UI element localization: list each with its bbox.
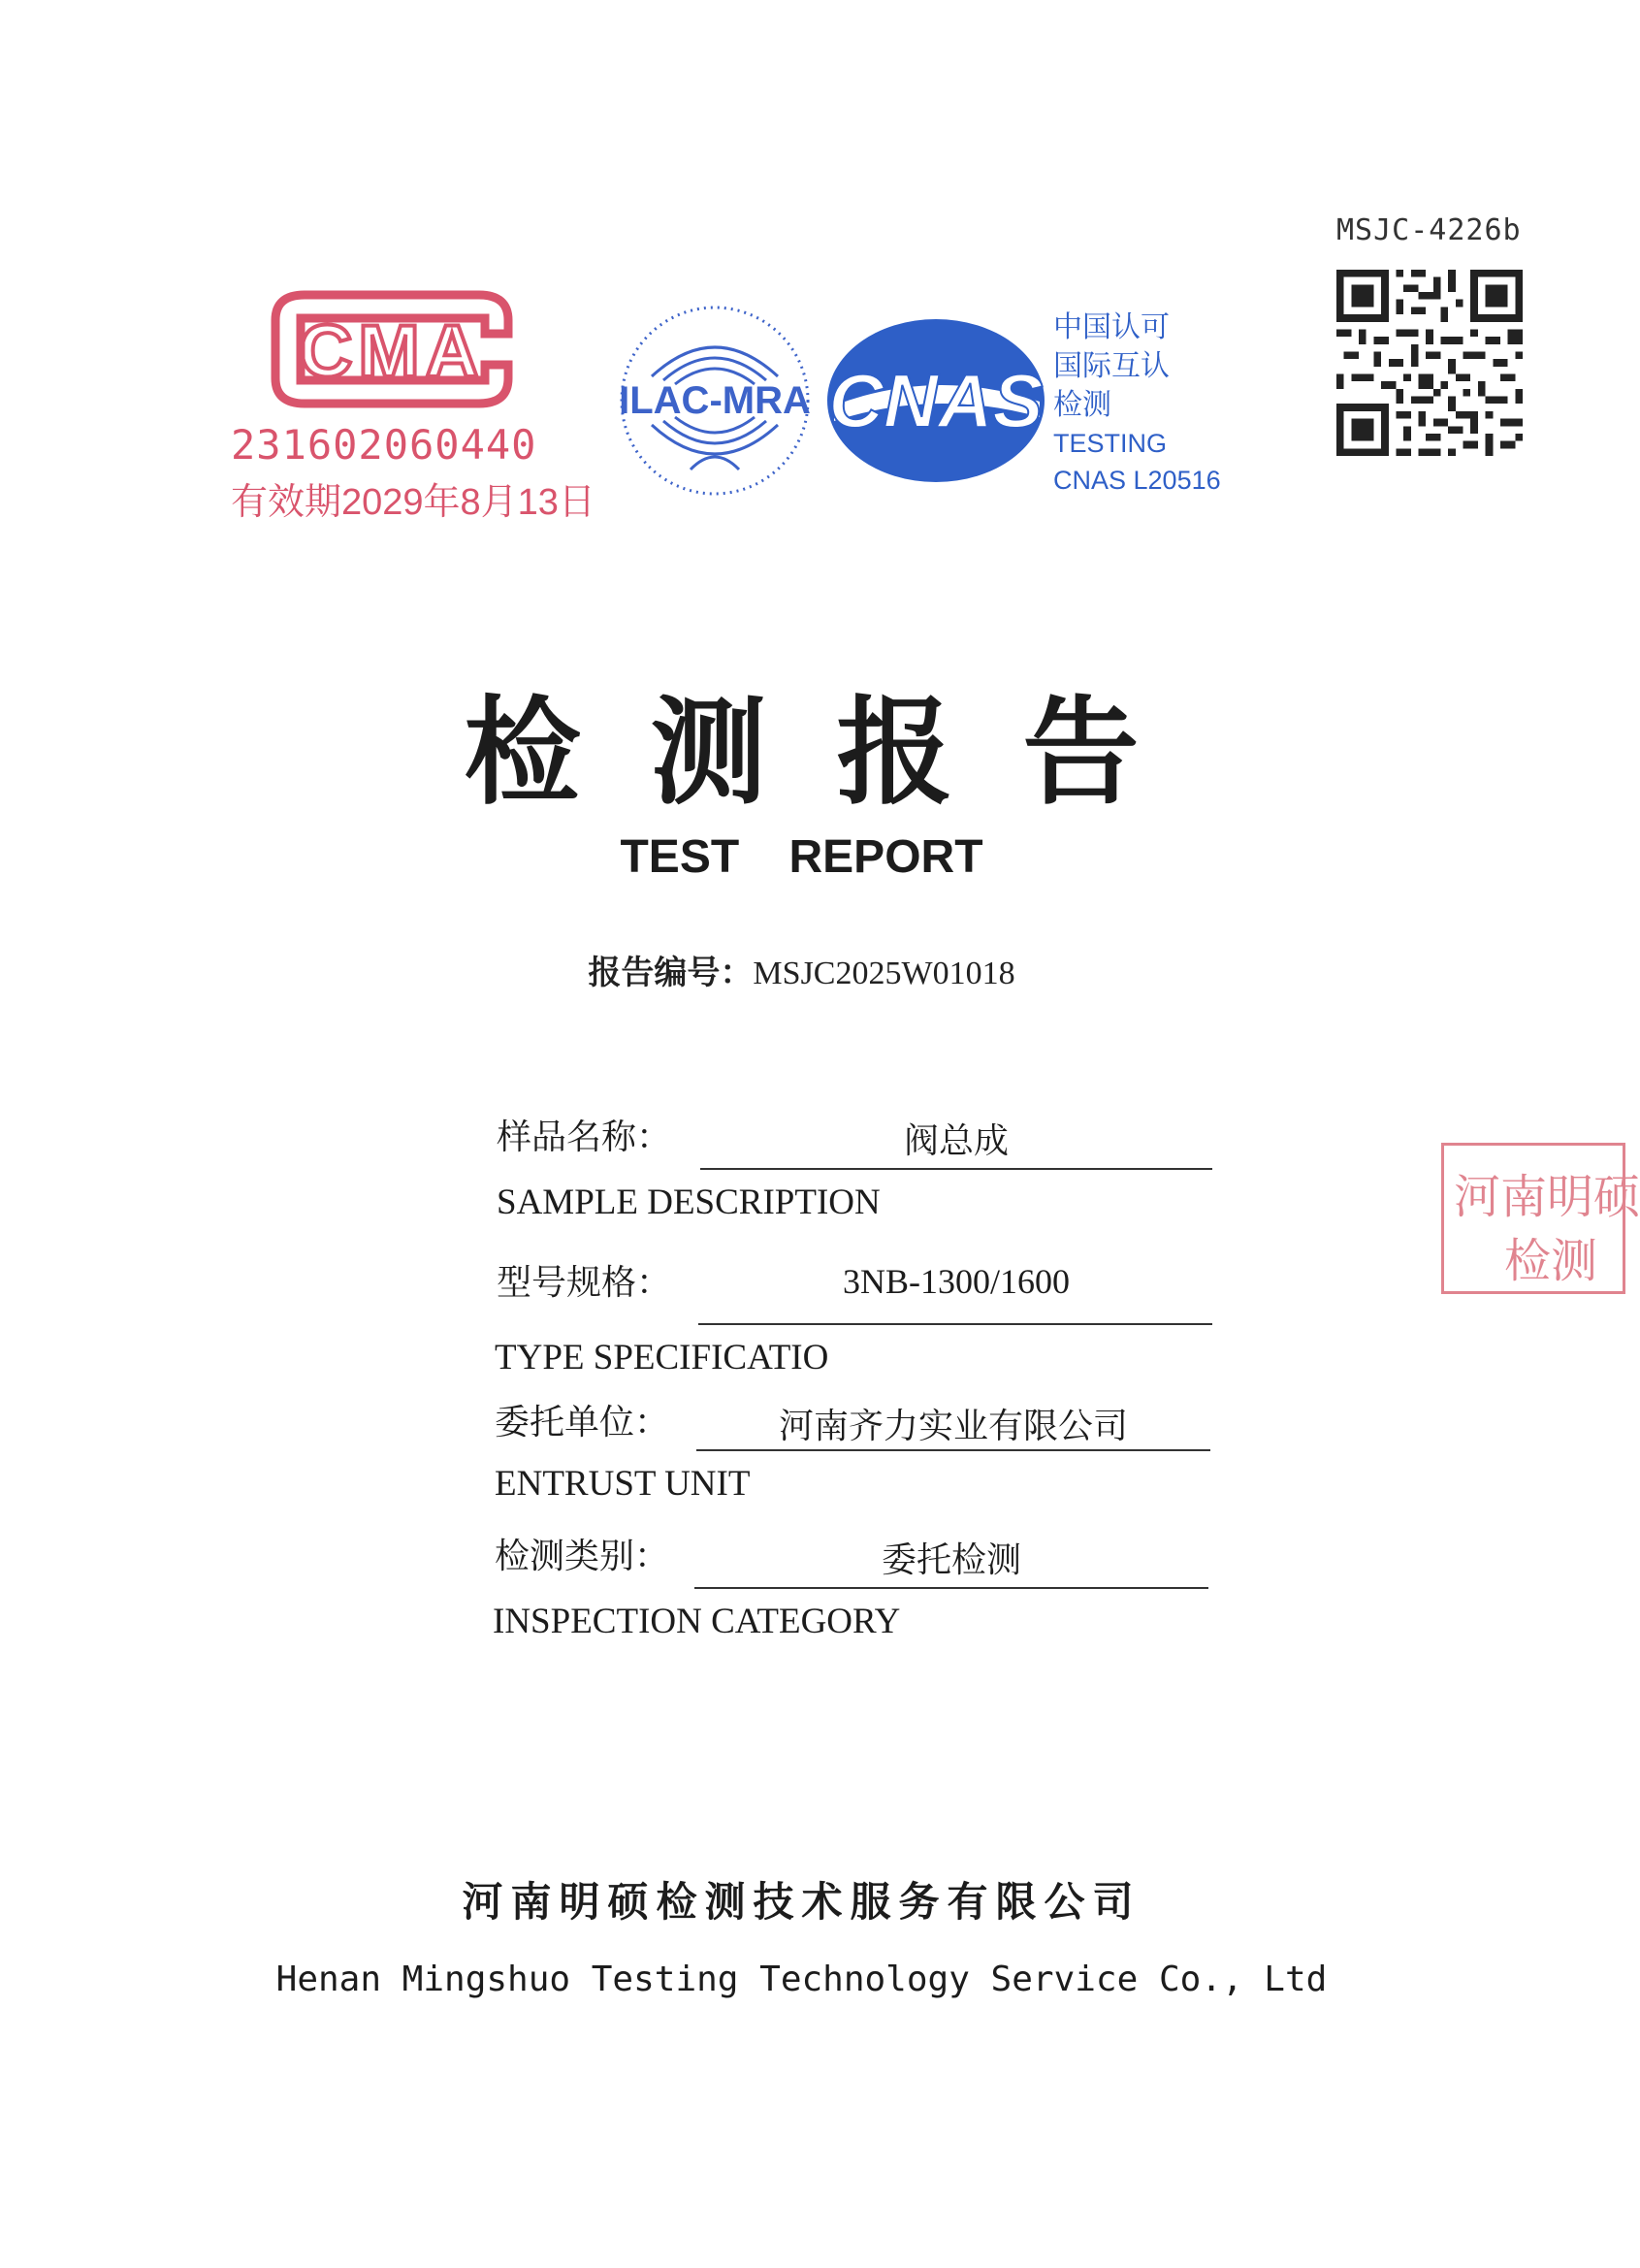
report-number	[0, 946, 1603, 993]
company-name-en: Henan Mingshuo Testing Technology Service Co., Ltd	[275, 1960, 1328, 1999]
svg-text:CMA: CMA	[299, 310, 485, 393]
company-name-cn: 河南明硕检测技术服务有限公司	[462, 1878, 1142, 1926]
inspection-category-en-label: INSPECTION CATEGORY	[493, 1602, 901, 1641]
type-spec-underline	[698, 1323, 1212, 1325]
report-number-label: 报告编号：	[588, 954, 754, 992]
report-title-cn: 检测报告	[464, 684, 1209, 821]
ilac-mra-logo	[613, 299, 817, 502]
stamp-line-1: 河南明硕	[1454, 1172, 1640, 1223]
stamp-line-2: 检测	[1504, 1236, 1598, 1287]
cnas-logo	[815, 308, 1057, 493]
inspection-category-value: 委托检测	[881, 1540, 1021, 1580]
type-specification-label: TYPE SPECIFICATIO	[495, 1338, 829, 1377]
entrust-unit-en-label: ENTRUST UNIT	[495, 1464, 751, 1504]
cma-logo-icon	[266, 281, 518, 417]
document-code: MSJC-4226b	[1336, 213, 1522, 247]
cnas-accreditation-text	[1053, 308, 1221, 499]
cma-validity: 有效期2029年8月13日	[231, 482, 595, 523]
qr-code-icon	[1336, 270, 1523, 456]
sample-name-label: 样品名称：	[497, 1118, 672, 1157]
svg-text:CNAS: CNAS	[828, 358, 1044, 443]
cma-seal	[231, 281, 595, 524]
report-title-en: TEST REPORT	[620, 831, 983, 883]
type-spec-value: 3NB-1300/1600	[843, 1262, 1070, 1301]
sample-name-value: 阀总成	[903, 1121, 1009, 1161]
ilac-label: ILAC-MRA	[619, 379, 811, 422]
cma-number: 231602060440	[231, 421, 537, 469]
cnas-line-1: 中国认可	[1053, 311, 1170, 343]
cnas-line-2: 国际互认	[1053, 350, 1170, 382]
cnas-testing: TESTING	[1053, 429, 1168, 458]
report-number-value: MSJC2025W01018	[753, 956, 1015, 991]
inspection-category-label: 检测类别：	[495, 1537, 670, 1576]
sample-name-underline	[700, 1168, 1212, 1170]
type-spec-label: 型号规格：	[497, 1263, 672, 1303]
inspection-category-underline	[694, 1587, 1208, 1589]
company-stamp	[1441, 1143, 1640, 1294]
entrust-unit-underline	[696, 1449, 1210, 1451]
sample-description-label: SAMPLE DESCRIPTION	[497, 1183, 881, 1222]
cnas-code: CNAS L20516	[1053, 466, 1221, 495]
entrust-unit-label: 委托单位：	[495, 1403, 670, 1442]
entrust-unit-value: 河南齐力实业有限公司	[778, 1407, 1128, 1446]
cnas-line-3: 检测	[1053, 389, 1111, 421]
